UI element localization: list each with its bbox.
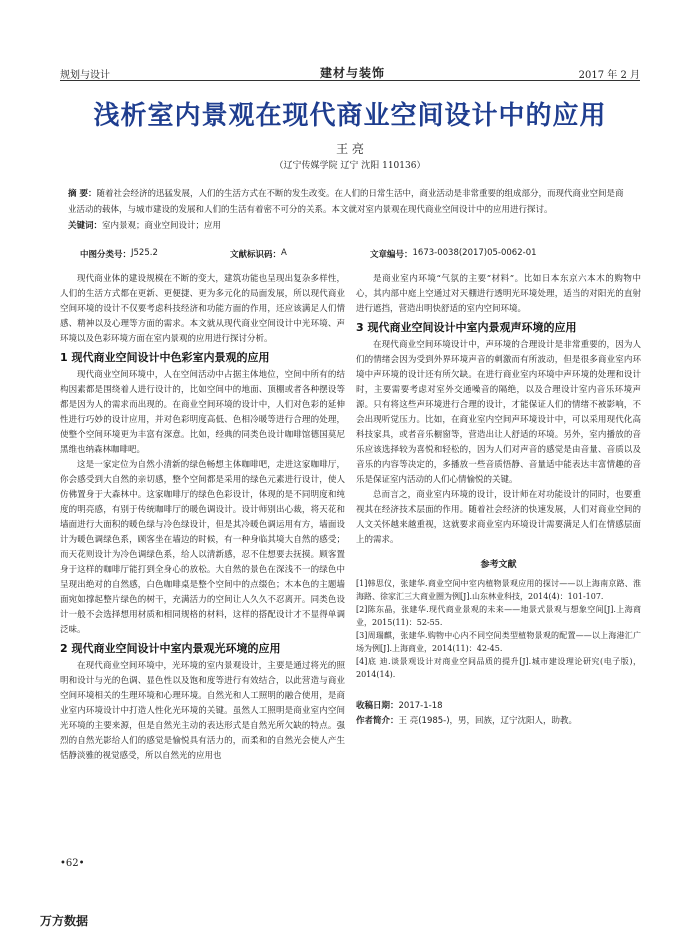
keywords-label: 关键词： bbox=[68, 221, 103, 231]
header-rule bbox=[60, 80, 640, 81]
footer-brand: 万方数据 bbox=[40, 914, 89, 928]
received-value: 2017-1-18 bbox=[398, 701, 443, 711]
author-affiliation: （辽宁传媒学院 辽宁 沈阳 110136） bbox=[274, 161, 426, 171]
article-no-label: 文章编号： bbox=[370, 250, 413, 260]
issue-date: 2017 年 2 月 bbox=[578, 70, 640, 81]
section3-paragraph-1: 在现代商业空间环境设计中，声环境的合理设计是非常重要的，因为人们的情绪会因为受到外界环境声音的刺激而有所波动，但是很多商业室内环境中声环境的设计还有所欠缺。在进行商业室内环境中声环境的处理和设计时，主要需要考虑对室外交通噪音的隔绝，以及合理设计室内音乐环境声源。只有将这些声环境进行合理的设计，才能保证人们的情绪不被影响，不会出现听觉压力。比如，在商业室内空间声环境设计中，可以采用现代化高科技家具，或者音乐橱窗等，营造出让人舒适的环境。另外，室内播放的音乐应该选择较为喜悦和轻松的，因为人们对声音的感觉是由音量、音质以及音乐的内容等决定的，多播放一些音质悟静、音量适中能表达丰富情趣的音乐是保证室内活动的人们心情愉悦的关键。 bbox=[356, 340, 641, 485]
author-bio-label: 作者简介： bbox=[356, 716, 399, 726]
section1-paragraph-1: 现代商业空间环境中，人在空间活动中占据主体地位，空间中所有的结构因素都是围绕着人进行设计的，比如空间中的地面、顶棚或者各种摆设等都是因为人的需求而出现的。在商业空间环境的设计中，人们对色彩的延伸性进行巧妙的设计应用，并对色彩明度高低、色相冷暖等进行合理的处理，使整个空间环境更为丰富有深意。比如，经典的同类色设计咖啡馆德国莫尼黑维也纳森林咖啡吧。 bbox=[60, 370, 345, 455]
journal-section: 规划与设计 bbox=[60, 70, 110, 81]
doc-code-value: A bbox=[281, 248, 287, 258]
article-no-value: 1673-0038(2017)05-0062-01 bbox=[412, 248, 537, 258]
page-number: •62• bbox=[60, 858, 85, 869]
reference-item: [1]韩思仪，张建华.商业空间中室内植物景观应用的探讨——以上海南京路、淮海路、徐家汇三大商业圈为例[J].山东林业科技，2014(4)：101-107. bbox=[356, 579, 641, 601]
author-bio-value: 王 亮(1985-)，男，回族，辽宁沈阳人，助教。 bbox=[398, 716, 578, 726]
section-heading-3: 3 现代商业空间设计中室内景观声环境的应用 bbox=[356, 321, 577, 334]
section2-paragraph-1: 在现代商业空间环境中，光环境的室内景观设计，主要是通过将光的照明和设计与光的色调、显色性以及饱和度等进行有效结合，以此营造与商业空间环境相关的生理环境和心理环境。自然光和人工照明的融合使用，是商业室内环境设计中打造人性化光环境的关键。虽然人工照明是商业室内空间光环境的主要来源，但是自然光主动的表达形式是自然光所欠缺的特点。强烈的自然光影给人们的感觉是愉悦具有活力的，而柔和的自然光会使人产生恬静淡雅的视觉感受，所以自然光的应用也 bbox=[60, 661, 345, 761]
conclusion-paragraph: 总而言之，商业室内环境的设计，设计师在对功能设计的同时，也要重视其在经济技术层面的作用。随着社会经济的快速发展，人们对商业空间的人文关怀越来越重视，这就要求商业室内环境设计需要满足人们在情感层面上的需求。 bbox=[356, 490, 641, 545]
reference-item: [3]周瑞麒，张建华.购物中心内不同空间类型植物景观的配置——以上海港汇广场为例[J].上海商业，2014(11)：42-45. bbox=[356, 631, 641, 653]
intro-paragraph: 现代商业体的建设规模在不断的变大，建筑功能也呈现出复杂多样性，人们的生活方式都在更新、更便捷、更为多元化的局面发展，所以现代商业空间环境的设计不仅要考虑科技经济和功能方面的作用，还应该满足人们情感、精神以及心理等方面的需求。本文就从现代商业空间设计中光环境、声环境以及色彩环境方面在室内景观的应用进行探讨分析。 bbox=[60, 274, 345, 344]
doc-code-label: 文献标识码： bbox=[230, 250, 282, 260]
journal-name: 建材与装饰 bbox=[320, 66, 386, 80]
abstract-label: 摘 要： bbox=[68, 189, 97, 199]
section2-paragraph-2: 是商业室内环境“气氛的主要”材料”。比如日本东京六本木的购物中心，其内部中庭上空通过对天棚进行透明光环境处理，适当的对阳光的直射进行遮挡，营造出明快舒适的室内空间环境。 bbox=[356, 274, 641, 314]
clc-label: 中图分类号： bbox=[80, 250, 132, 260]
paper-title: 浅析室内景观在现代商业空间设计中的应用 bbox=[93, 101, 607, 131]
paper-author: 王 亮 bbox=[336, 142, 364, 156]
author-bio bbox=[356, 714, 641, 729]
received-date bbox=[356, 699, 641, 714]
section-heading-2: 2 现代商业空间设计中室内景观光环境的应用 bbox=[60, 642, 281, 655]
reference-item: [2]陈东晶，张建华.现代商业景观的未来——地景式景观与想象空间[J].上海商业，2015(11)：52-55. bbox=[356, 605, 641, 627]
section1-paragraph-2: 这是一家定位为自然小清新的绿色畅想主体咖啡吧，走进这家咖啡厅，你会感受到大自然的亲切感，整个空间都是采用的绿色元素进行设计，使人仿佛置身于大森林中。这家咖啡厅的绿色色彩设计，体现的是不同明度和纯度的明亮感，有别于传统咖啡厅的暖色调设计。设计师别出心裁，将天花和墙面进行大面积的暖色绿与冷色绿设计，但是其冷暖色调运用有方，墙面设计为暖色调绿色系，顾客坐在墙边的时候，有一种身临其境大自然的感受；而天花则设计为冷色调绿色系，给人以清新感，忍不住想要去抚摸。顾客置身于这样的咖啡厅能打到全身心的放松。大自然的景色在深浅不一的绿色中呈现出绝对的自然感，白色咖啡桌是整个空间中的点缀色；木本色的主题墙面宛如撑起整片绿色的树干，充满活力的空间让人久久不忍离开。同类色设计一般不会选择想用材质和相同规格的材料，这样的搭配设计才不显得单调泛味。 bbox=[60, 460, 345, 635]
keywords: 室内景观；商业空间设计；应用 bbox=[102, 221, 222, 231]
section-heading-1: 1 现代商业空间设计中色彩室内景观的应用 bbox=[60, 351, 270, 364]
reference-item: [4]底 迪.谈景观设计对商业空间品质的提升[J].城市建设理论研究(电子版)，2014(14). bbox=[356, 657, 641, 679]
references-heading: 参考文献 bbox=[480, 560, 517, 570]
clc-value: J525.2 bbox=[131, 248, 158, 258]
abstract bbox=[68, 186, 630, 234]
right-column bbox=[356, 272, 641, 729]
abstract-text: 随着社会经济的迅猛发展，人们的生活方式在不断的发生改变。在人们的日常生活中，商业活动是非常重要的组成部分，而现代商业空间是商业活动的载体，与城市建设的发展和人们的生活有着密不可分的关系。本文就对室内景观在现代商业空间设计中的应用进行探讨。 bbox=[68, 189, 624, 215]
received-label: 收稿日期： bbox=[356, 701, 399, 711]
left-column bbox=[60, 272, 345, 764]
